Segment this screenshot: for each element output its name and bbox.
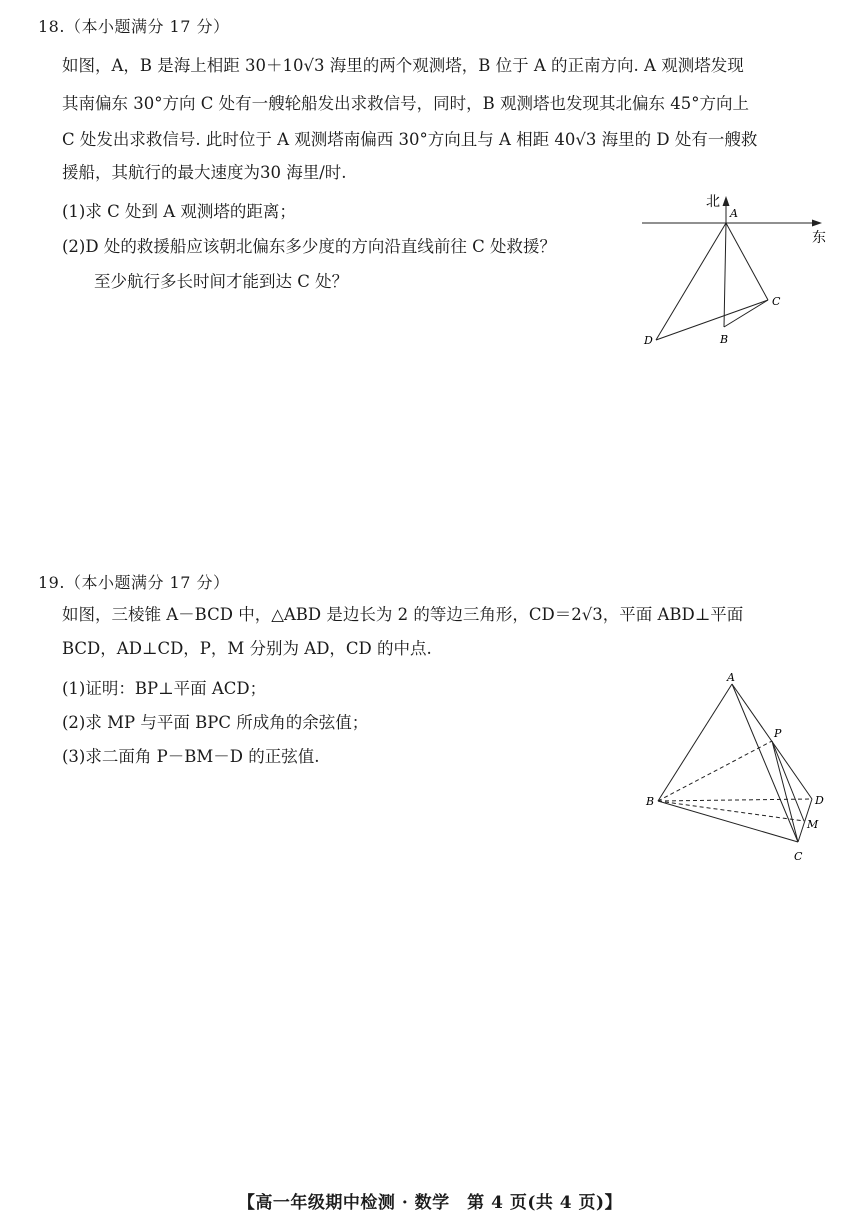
page-footer: 【高一年级期中检测 · 数学 第 4 页(共 4 页)】 xyxy=(237,1193,623,1213)
point-d-label: D xyxy=(644,334,653,347)
q19-part-3: (3)求二面角 P－BM－D 的正弦值. xyxy=(62,747,320,766)
point-c-label: C xyxy=(772,295,781,308)
pyramid-b-label: B xyxy=(646,795,655,808)
q19-part-2: (2)求 MP 与平面 BPC 所成角的余弦值； xyxy=(62,713,369,732)
q18-figure xyxy=(636,190,836,350)
pyramid-a-label: A xyxy=(727,671,735,684)
q19-part-1: (1)证明：BP⊥平面 ACD； xyxy=(62,679,267,698)
pyramid-p-label: P xyxy=(774,727,782,740)
q18-part-2: (2)D 处的救援船应该朝北偏东多少度的方向沿直线前往 C 处救援？ xyxy=(62,237,556,256)
q18-part-2-continued: 至少航行多长时间才能到达 C 处？ xyxy=(94,272,349,291)
q19-line-2: BCD，AD⊥CD，P，M 分别为 AD，CD 的中点. xyxy=(62,639,432,658)
pyramid-c-label: C xyxy=(794,850,803,863)
q19-header: 19.（本小题满分 17 分） xyxy=(38,573,230,592)
east-label: 东 xyxy=(812,230,826,246)
q18-part-1: (1)求 C 处到 A 观测塔的距离； xyxy=(62,202,296,221)
point-b-label: B xyxy=(720,333,729,346)
q19-line-1: 如图，三棱锥 A－BCD 中，△ABD 是边长为 2 的等边三角形，CD＝2√3，平面 ABD⊥平面 xyxy=(62,605,744,624)
q18-header: 18.（本小题满分 17 分） xyxy=(38,17,230,36)
pyramid-d-label: D xyxy=(815,794,824,807)
q18-line-3: C 处发出求救信号. 此时位于 A 观测塔南偏西 30°方向且与 A 相距 40√3 海里的 D 处有一艘救 xyxy=(62,130,758,149)
north-label: 北 xyxy=(706,194,720,210)
q18-line-2: 其南偏东 30°方向 C 处有一艘轮船发出求救信号，同时，B 观测塔也发现其北偏东 45°方向上 xyxy=(62,94,749,113)
q18-line-4: 援船，其航行的最大速度为30 海里/时. xyxy=(62,163,347,182)
pyramid-m-label: M xyxy=(807,818,819,831)
point-a-label: A xyxy=(730,207,738,220)
q19-figure xyxy=(640,670,840,870)
q18-line-1: 如图，A，B 是海上相距 30＋10√3 海里的两个观测塔，B 位于 A 的正南方向. A 观测塔发现 xyxy=(62,56,744,75)
